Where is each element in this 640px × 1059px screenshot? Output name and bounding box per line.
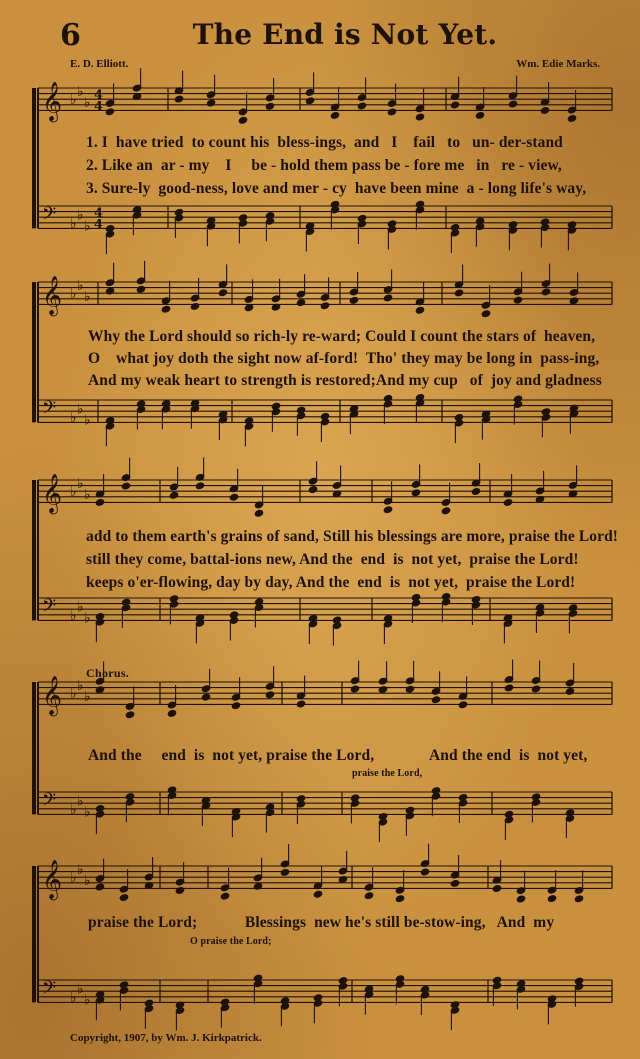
verse-2-line-2: O what joy doth the sight now af-ford! Tho' they may be long in pass-ing, — [88, 350, 600, 367]
copyright-notice: Copyright, 1907, by Wm. J. Kirkpatrick. — [70, 1032, 262, 1044]
chorus-echo-1: praise the Lord, — [352, 768, 423, 779]
svg-text:♭: ♭ — [84, 487, 91, 503]
svg-text:4: 4 — [94, 217, 104, 233]
svg-text:♭: ♭ — [77, 599, 84, 616]
chorus-line-2: praise the Lord; Blessings new he's still be-stow-ing, And my — [88, 914, 555, 931]
svg-text:♭: ♭ — [84, 610, 91, 627]
svg-text:𝄞: 𝄞 — [42, 473, 63, 514]
svg-text:𝄢: 𝄢 — [42, 397, 57, 423]
lyricist-credit: E. D. Elliott. — [70, 58, 129, 70]
svg-text:♭: ♭ — [70, 607, 77, 624]
svg-text:♭: ♭ — [84, 689, 91, 705]
svg-text:♭: ♭ — [77, 83, 84, 100]
svg-text:𝄞: 𝄞 — [42, 675, 63, 716]
verse-1-line-1: 1. I have tried to count his bless-ings, and I fail to un- der-stand — [86, 134, 563, 151]
chorus-echo-2: O praise the Lord; — [190, 936, 272, 947]
svg-text:♭: ♭ — [77, 207, 84, 224]
verse-3-line-3: keeps o'er-flowing, day by day, And the end is not yet, praise the Lord! — [86, 574, 576, 591]
svg-text:♭: ♭ — [70, 215, 77, 232]
svg-text:♭: ♭ — [70, 686, 77, 703]
verse-3-line-2: And my weak heart to strength is restored;And my cup of joy and gladness — [88, 372, 602, 389]
svg-text:♭: ♭ — [70, 409, 77, 426]
svg-text:♭: ♭ — [70, 801, 77, 818]
svg-text:♭: ♭ — [70, 286, 77, 303]
page-number: 6 — [60, 18, 81, 53]
chorus-label: Chorus. — [86, 666, 130, 680]
verse-3-line-1: 3. Sure-ly good-ness, love and mer - cy have been mine a - long life's way, — [86, 180, 587, 197]
hymn-title: The End is Not Yet. — [192, 18, 498, 51]
svg-text:♭: ♭ — [70, 870, 77, 887]
verse-1-line-3: add to them earth's grains of sand, Still his blessings are more, praise the Lord! — [86, 528, 619, 545]
verse-2-line-1: 2. Like an ar - my I be - hold them pass be - fore me in re - view, — [86, 157, 562, 174]
svg-text:♭: ♭ — [84, 95, 91, 111]
svg-text:𝄢: 𝄢 — [42, 203, 57, 229]
svg-text:𝄞: 𝄞 — [42, 859, 63, 900]
svg-text:♭: ♭ — [84, 218, 91, 235]
chorus-line-1: And the end is not yet, praise the Lord, And the end is not yet, — [88, 747, 588, 764]
svg-text:♭: ♭ — [77, 401, 84, 418]
svg-text:𝄢: 𝄢 — [42, 789, 57, 815]
svg-text:♭: ♭ — [84, 873, 91, 889]
svg-text:♭: ♭ — [84, 992, 91, 1009]
svg-text:♭: ♭ — [70, 484, 77, 501]
svg-text:4: 4 — [94, 99, 104, 115]
svg-text:𝄞: 𝄞 — [42, 81, 63, 122]
svg-text:♭: ♭ — [77, 677, 84, 694]
composer-credit: Wm. Edie Marks. — [516, 58, 600, 70]
svg-text:𝄢: 𝄢 — [42, 595, 57, 621]
svg-text:♭: ♭ — [84, 804, 91, 821]
svg-text:♭: ♭ — [77, 861, 84, 878]
svg-text:♭: ♭ — [70, 92, 77, 109]
svg-text:♭: ♭ — [77, 981, 84, 998]
svg-text:♭: ♭ — [84, 289, 91, 305]
svg-text:𝄞: 𝄞 — [42, 275, 63, 316]
svg-text:4: 4 — [94, 88, 104, 104]
verse-1-line-2: Why the Lord should so rich-ly re-ward; Could I count the stars of heaven, — [88, 328, 596, 345]
svg-text:♭: ♭ — [77, 475, 84, 492]
svg-text:𝄢: 𝄢 — [42, 977, 57, 1003]
svg-text:♭: ♭ — [70, 989, 77, 1006]
svg-text:4: 4 — [94, 206, 104, 222]
svg-text:♭: ♭ — [77, 277, 84, 294]
svg-text:♭: ♭ — [77, 793, 84, 810]
svg-text:♭: ♭ — [84, 412, 91, 429]
verse-2-line-3: still they come, battal-ions new, And the end is not yet, praise the Lord! — [86, 551, 579, 568]
